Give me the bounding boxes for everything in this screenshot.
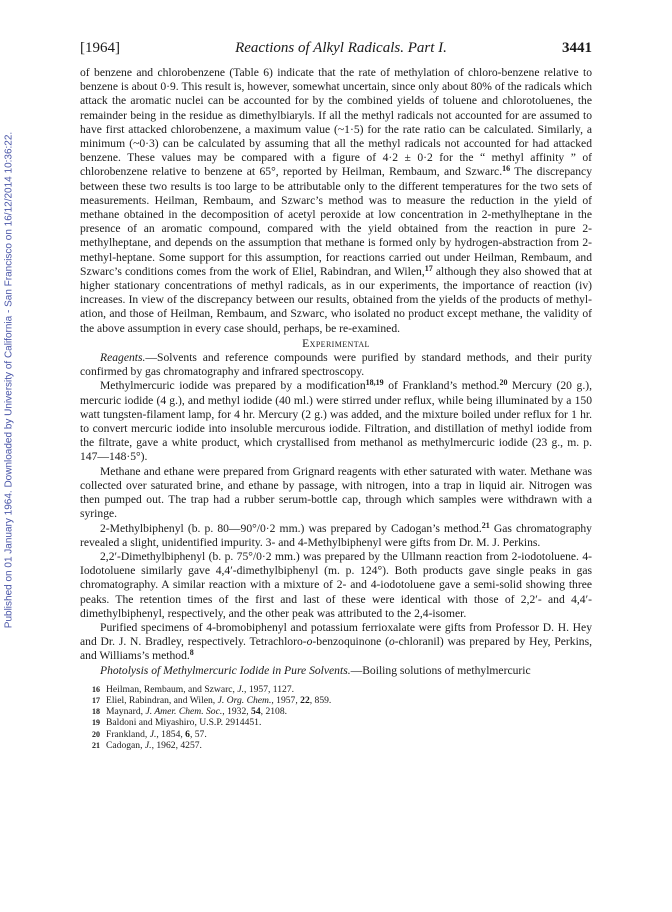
- reference-entry: [80, 706, 592, 717]
- reference-number: 21: [92, 740, 100, 750]
- page-number: 3441: [561, 40, 592, 56]
- text-run: , 1962, 4257.: [151, 739, 202, 751]
- text-run: o: [306, 635, 313, 649]
- text-run: of Frankland’s method.: [383, 379, 500, 393]
- download-watermark: [2, 100, 16, 660]
- text-run: —Boiling solutions of methylmercuric: [350, 663, 531, 677]
- citation-marker: 18,19: [365, 378, 384, 388]
- header-title: Reactions of Alkyl Radicals. Part I.: [235, 40, 447, 56]
- reagents-paragraph: [80, 351, 592, 379]
- methylbiphenyl-paragraph: [80, 522, 592, 550]
- citation-marker: 8: [189, 648, 194, 658]
- text-run: o: [388, 635, 395, 649]
- journal-name: J.: [237, 683, 245, 695]
- text-run: , 2108.: [260, 706, 288, 718]
- text-run: -chloranil) was prepared by Hey, Perkins, and Williams’s method.: [80, 635, 593, 663]
- text-run: The discrepancy between these two results is too large to be attributable only to the different temperatures for the two sets of measurements. Heilman, Rembaum, and Szwarc’s method was to measure the reduction in the yield of methane obtained in the decomposition of acetyl peroxide at low concentration in 2-methylheptane in the presence of an aromatic compound, compared with the yield obtained from the reaction in pure 2-methylheptane, and depends on the assumption that methane is formed only by hydrogen-abstraction from 2-methyl-heptane. Some support for this assumption, for reactions carried out under Heilman, Rembaum, and Szwarc’s conditions comes from the work of Eliel, Rabindran, and Wilen,: [80, 165, 592, 278]
- citation-marker: 16: [502, 164, 511, 174]
- reference-entry: [80, 729, 592, 740]
- text-run: —Solvents and reference compounds were purified by standard methods, and their purity confirmed by gas chromatography and infrared spectroscopy.: [80, 351, 592, 379]
- reference-number: 18: [92, 707, 100, 717]
- text-run: Gas chromatography revealed a slight, unidentified impurity. 3- and 4-Methylbiphenyl were gifts from Dr. M. J. Perkins.: [80, 521, 592, 549]
- reference-number: 19: [92, 718, 100, 728]
- text-run: Mercury (20 g.), mercuric iodide (4 g.), and methyl iodide (40 ml.) were stirred under reflux, while being illuminated by a 150 watt tungsten-filament lamp, for 4 hr. Mercury (2 g.) was added, and the mixture boiled under reflux for 1 hr. to convert mercuric iodide into insoluble mercurous iodide. Filtration, and distillation of methyl iodide from the filtrate, gave a white product, which crystallised from methanol as methylmercuric iodide (23 g., m. p. 147—148·5°).: [80, 379, 592, 464]
- reference-number: 16: [92, 684, 100, 694]
- text-run: Purified specimens of 4-bromobiphenyl and potassium ferrioxalate were gifts from Professor D. H. Hey and Dr. J. N. Bradley, respectively. Tetrachloro-: [80, 620, 592, 649]
- text-run: Eliel, Rabindran, and Wilen,: [106, 694, 218, 706]
- text-run: , 1854,: [156, 728, 186, 740]
- reference-entry: [80, 684, 592, 695]
- volume: 54: [251, 706, 261, 718]
- citation-marker: 21: [481, 520, 490, 530]
- citation-marker: 20: [499, 378, 508, 388]
- text-run: , 859.: [309, 694, 332, 706]
- runin-heading: Reagents.: [100, 351, 146, 365]
- methane-paragraph: Methane and ethane were prepared from Grignard reagents with ether saturated with water. Methane was collected over saturated brine, and ethane by passage, with nitrogen, into a trap in liquid air. Nitrogen was then pumped out. The trap had a rubber serum-bottle cap, through which samples were withdrawn with a syringe.: [80, 464, 592, 521]
- text-run: Frankland,: [106, 728, 150, 740]
- text-run: , 57.: [189, 728, 207, 740]
- journal-name: J. Org. Chem.: [217, 694, 272, 706]
- text-run: -benzoquinone (: [312, 635, 389, 649]
- discussion-paragraph: [80, 66, 592, 336]
- reference-entry: [80, 740, 592, 751]
- journal-name: J.: [149, 728, 157, 740]
- text-run: , 1957, 1127.: [244, 683, 295, 695]
- reference-entry: [80, 695, 592, 706]
- text-run: Methylmercuric iodide was prepared by a modification: [100, 379, 366, 393]
- text-run: Heilman, Rembaum, and Szwarc,: [106, 683, 238, 695]
- text-run: although they also showed that at higher stationary concentrations of methyl radicals, as in our experiments, the importance of reaction (iv) increases. In view of the discrepancy between our results, obtained from the yields of the products of methyl-ation, and those of Heilman, Rembaum, and Szwarc, who isolated no product except methane, the validity of the above assumption in every case should, perhaps, be re-examined.: [80, 264, 592, 335]
- section-heading: Experimental: [302, 336, 370, 350]
- text-run: Cadogan,: [106, 739, 145, 751]
- download-notice-text: Published on 01 January 1964. Downloaded by University of California - San Francisco on 16/12/2014 10:36:22.: [3, 131, 15, 629]
- text-run: 2-Methylbiphenyl (b. p. 80—90°/0·2 mm.) was prepared by Cadogan’s method.: [100, 521, 482, 535]
- volume: 22: [300, 694, 310, 706]
- footnote-references: [80, 684, 592, 751]
- methylmercuric-paragraph: [80, 379, 592, 464]
- journal-page: [80, 40, 592, 751]
- reference-entry: [80, 717, 592, 728]
- header-year: [1964]: [80, 40, 120, 56]
- reference-number: 20: [92, 729, 100, 739]
- text-run: Maynard,: [106, 706, 146, 718]
- running-header: [80, 40, 592, 57]
- photolysis-paragraph: [80, 664, 592, 678]
- runin-heading: Photolysis of Methylmercuric Iodide in Pure Solvents.: [100, 663, 351, 677]
- purified-paragraph: [80, 621, 592, 664]
- text-run: , 1932,: [222, 706, 252, 718]
- volume: 6: [185, 728, 190, 740]
- citation-marker: 17: [424, 263, 433, 273]
- text-run: , 1957,: [271, 694, 301, 706]
- text-run: Baldoni and Miyashiro, U.S.P. 2914451.: [106, 717, 262, 729]
- reference-number: 17: [92, 695, 100, 705]
- text-run: of benzene and chlorobenzene (Table 6) indicate that the rate of methylation of chloro-benzene relative to benzene is about 0·9. This result is, however, somewhat uncertain, since only about 80% of the radicals which attack the aromatic nuclei can be accounted for by the combined yields of toluene and chlorotoluenes, the remainder being in the residue as dimethylbiaryls. If all the methyl radicals not accounted for are assumed to have first attacked chlorobenzene, a maximum value (~1·5) for the rate ratio can be calculated. Similarly, a minimum (~0·3) can be calculated by assuming that all the methyl radicals not accounted for had attacked benzene. These values may be compared with a figure of 4·2 ± 0·2 for the “ methyl affinity ” of chlorobenzene relative to benzene at 65°, reported by Heilman, Rembaum, and Szwarc.: [80, 66, 592, 179]
- dimethylbiphenyl-paragraph: 2,2′-Dimethylbiphenyl (b. p. 75°/0·2 mm.) was prepared by the Ullmann reaction from 2-iodotoluene. 4-Iodotoluene similarly gave 4,4′-dimethylbiphenyl (m. p. 124°). Both products gave single peaks in gas chromatography. A similar reaction with a mixture of 2- and 4-iodotoluene gave a semi-solid showing three peaks. The retention times of the first and last of these were identical with those of 2,2′- and 4,4′-dimethylbiphenyl, respectively, and the other peak was attributed to the 2,4-isomer.: [80, 549, 592, 620]
- journal-name: J.: [144, 739, 152, 751]
- journal-name: J. Amer. Chem. Soc.: [145, 706, 223, 718]
